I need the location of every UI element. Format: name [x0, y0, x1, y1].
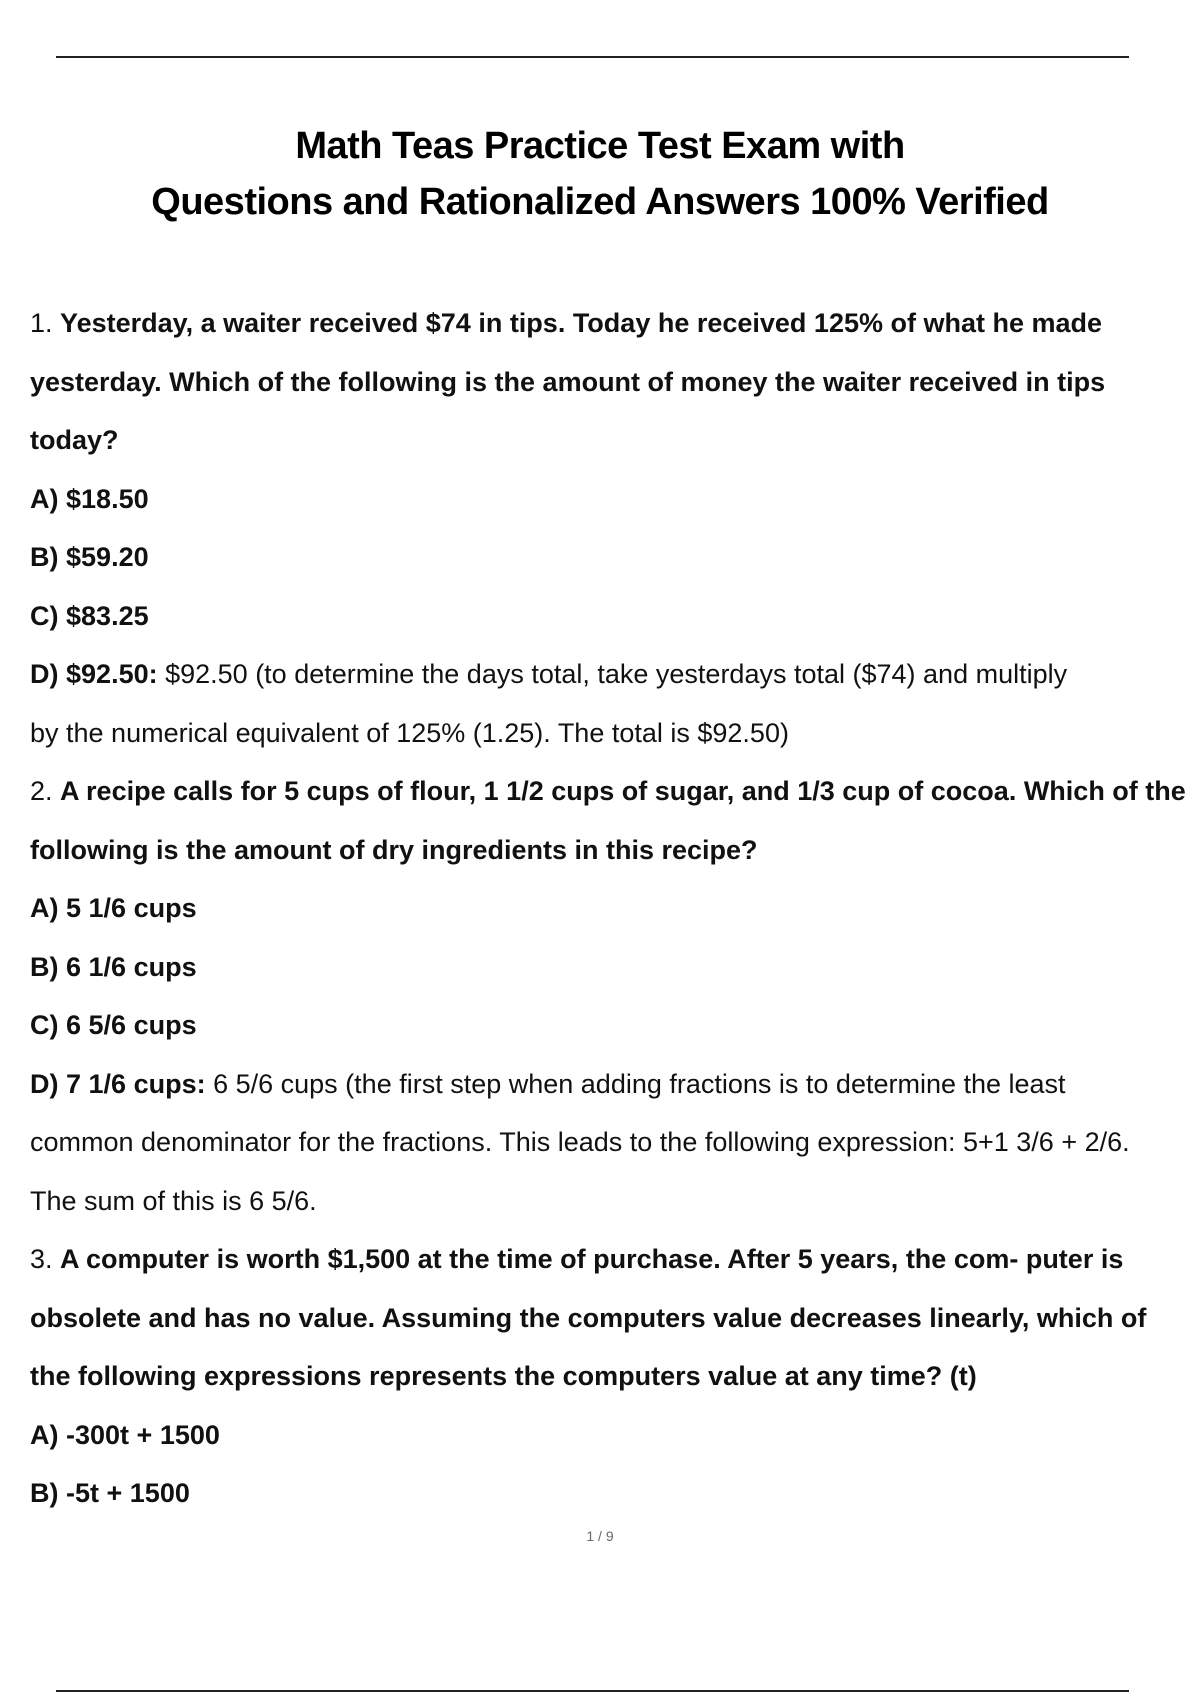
page-number: 1 / 9: [586, 1528, 614, 1544]
rationale-text: 6 5/6 cups (the first step when adding fractions is to determine the least: [213, 1068, 1066, 1099]
question-text: A recipe calls for 5 cups of flour, 1 1/2 cups of sugar, and 1/3 cup of cocoa. Which of the: [60, 776, 1186, 806]
option-letter: B): [30, 1478, 59, 1508]
option-letter: C): [30, 600, 59, 631]
option-text: 6 1/6 cups: [66, 951, 197, 982]
rationale-text: by the numerical equivalent of 125% (1.25). The total is $92.50): [30, 717, 789, 748]
title-line-2: Questions and Rationalized Answers 100% Verified: [151, 181, 1049, 223]
question-text: Yesterday, a waiter received $74 in tips. Today he received 125% of what he made: [60, 308, 1103, 338]
answer-letter: D): [30, 1068, 59, 1099]
question-list: [30, 294, 1195, 1523]
question-text: today?: [30, 425, 119, 455]
option-text: $59.20: [66, 542, 149, 572]
question-stem: [30, 294, 1195, 353]
rationale-text: The sum of this is 6 5/6.: [30, 1185, 317, 1216]
rationale-text: $92.50 (to determine the days total, take yesterdays total ($74) and multiply: [165, 659, 1068, 689]
question-1: [30, 294, 1195, 762]
option-text: 5 1/6 cups: [66, 893, 197, 923]
answer-d: [30, 645, 1195, 704]
option-b: [30, 1464, 1195, 1523]
option-b: [30, 938, 1195, 997]
question-stem: [30, 762, 1195, 821]
answer-d: [30, 1055, 1195, 1114]
option-letter: C): [30, 1010, 59, 1040]
option-letter: A): [30, 483, 59, 514]
option-c: [30, 587, 1195, 646]
question-3: [30, 1230, 1195, 1523]
option-letter: A): [30, 1419, 59, 1450]
question-text: the following expressions represents the computers value at any time? (t): [30, 1361, 977, 1391]
top-rule: [56, 56, 1129, 58]
option-a: [30, 879, 1195, 938]
question-number: 1.: [30, 308, 53, 338]
answer-letter: D): [30, 659, 59, 689]
title-line-1: Math Teas Practice Test Exam with: [295, 125, 905, 167]
question-text: A computer is worth $1,500 at the time of purchase. After 5 years, the com- puter is: [60, 1244, 1124, 1274]
question-text: yesterday. Which of the following is the amount of money the waiter received in tips: [30, 366, 1106, 397]
option-letter: B): [30, 951, 59, 982]
question-2: [30, 762, 1195, 1230]
question-number: 3.: [30, 1244, 53, 1274]
question-text: obsolete and has no value. Assuming the computers value decreases linearly, which of: [30, 1302, 1147, 1333]
option-text: $83.25: [66, 600, 149, 631]
option-letter: B): [30, 542, 59, 572]
option-text: -300t + 1500: [66, 1419, 220, 1450]
answer-text: 7 1/6 cups:: [66, 1068, 206, 1099]
question-number: 2.: [30, 776, 53, 806]
option-a: [30, 470, 1195, 529]
bottom-rule: [56, 1690, 1129, 1692]
option-letter: A): [30, 893, 59, 923]
option-text: 6 5/6 cups: [66, 1010, 197, 1040]
option-text: $18.50: [66, 483, 149, 514]
page-title: [0, 118, 1200, 230]
option-a: [30, 1406, 1195, 1465]
rationale-text: common denominator for the fractions. This leads to the following expression: 5+1 3/6 + 2/6.: [30, 1127, 1130, 1157]
answer-text: $92.50:: [66, 659, 158, 689]
question-stem: [30, 1230, 1195, 1289]
option-c: [30, 996, 1195, 1055]
question-text: following is the amount of dry ingredients in this recipe?: [30, 834, 758, 865]
option-text: -5t + 1500: [66, 1478, 190, 1508]
option-b: [30, 528, 1195, 587]
